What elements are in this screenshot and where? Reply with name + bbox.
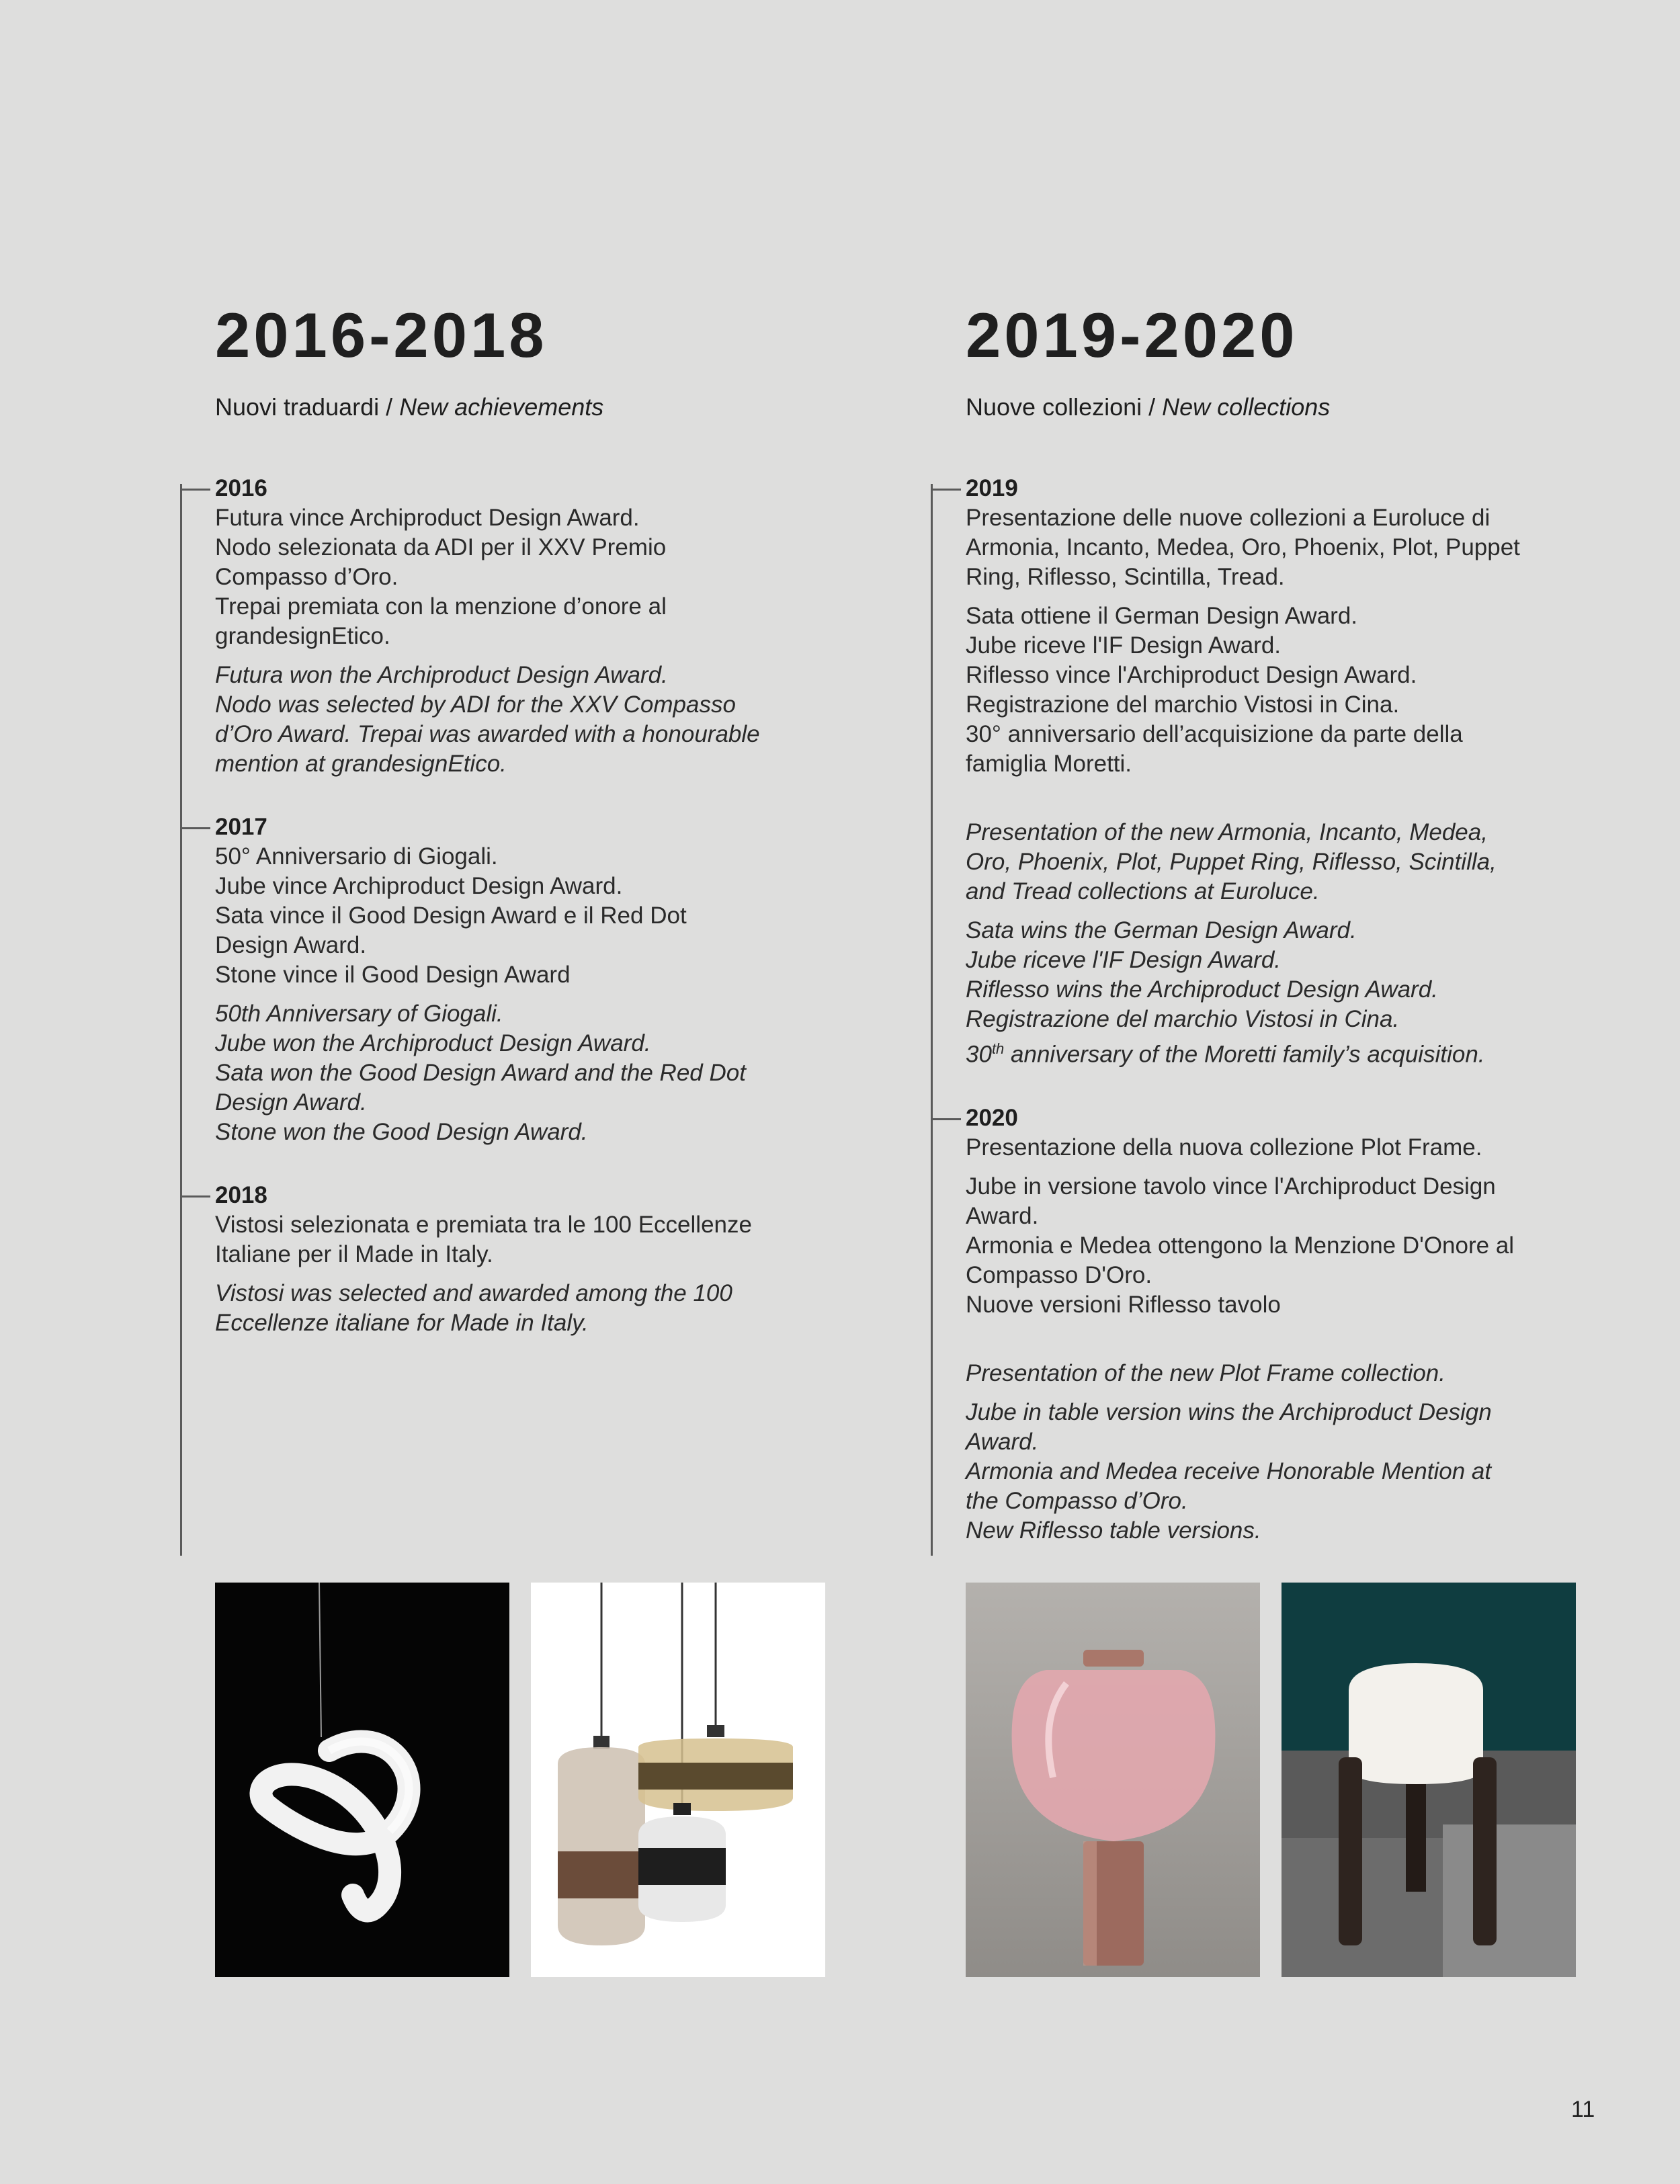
subtitle-italian: Nuove collezioni / (966, 393, 1163, 421)
entry-text-english-1: Presentation of the new Plot Frame collection. (966, 1359, 1445, 1386)
photo-pendant-lamps (531, 1583, 825, 1977)
entry-year: 2018 (215, 1181, 900, 1210)
entry-text-italian: 50° Anniversario di Giogali. Jube vince Archiproduct Design Award. Sata vince il Good Design Award e il Red Dot Design Award. Stone vince il Good Design Award (215, 843, 687, 988)
timeline-entry-2020 (966, 1103, 1651, 1546)
timeline-entry-2017 (215, 812, 900, 1147)
timeline-line-right (931, 484, 933, 1556)
entry-year: 2016 (215, 474, 900, 503)
entry-text-italian-1: Presentazione della nuova collezione Plot Frame. (966, 1134, 1482, 1161)
entry-text-italian: Futura vince Archiproduct Design Award. Nodo selezionata da ADI per il XXV Premio Compasso d’Oro. Trepai premiata con la menzione d’onore al grandesignEtico. (215, 505, 667, 649)
entry-text-english-1: Presentation of the new Armonia, Incanto, Medea, Oro, Phoenix, Plot, Puppet Ring, Riflesso, Scintilla, and Tread collections at Euroluce. (966, 819, 1497, 905)
entry-text-italian-1: Presentazione delle nuove collezioni a Euroluce di Armonia, Incanto, Medea, Oro, Phoenix, Plot, Puppet Ring, Riflesso, Scintilla, Tread. (966, 505, 1520, 590)
entry-text-english: 50th Anniversary of Giogali. Jube won the Archiproduct Design Award. Sata won the Good Design Award and the Red Dot Design Award. Stone won the Good Design Award. (215, 1001, 746, 1145)
page-number: 11 (1571, 2097, 1595, 2122)
timeline-tick (180, 827, 210, 829)
entry-year: 2017 (215, 812, 900, 842)
timeline-right (966, 474, 1651, 1546)
entry-text-english-2: Sata wins the German Design Award. Jube riceve l'IF Design Award. Riflesso wins the Archiproduct Design Award. Registrazione del marchio Vistosi in Cina. (966, 917, 1438, 1032)
timeline-tick (931, 1118, 961, 1120)
timeline-tick (931, 489, 961, 491)
photo-riflesso-table-lamp (966, 1583, 1260, 1977)
timeline-line-left (180, 484, 182, 1556)
subtitle-italian: Nuovi traduardi / (215, 393, 400, 421)
entry-text-english: Vistosi was selected and awarded among the 100 Eccellenze italiane for Made in Italy. (215, 1280, 732, 1336)
timeline-tick (180, 489, 210, 491)
section-subtitle-right (966, 393, 1330, 421)
photo-futura-lamp (215, 1583, 509, 1977)
entry-text-english-2: Jube in table version wins the Archiproduct Design Award. Armonia and Medea receive Honorable Mention at the Compasso d’Oro. New Riflesso table versions. (966, 1398, 1492, 1544)
timeline-entry-2016 (215, 474, 900, 779)
section-title-2019-2020: 2019-2020 (966, 300, 1298, 370)
entry-text-italian-2: Jube in versione tavolo vince l'Archiproduct Design Award. Armonia e Medea ottengono la Menzione D'Onore al Compasso D'Oro. Nuove versioni Riflesso tavolo (966, 1173, 1515, 1318)
entry-text-english: Futura won the Archiproduct Design Award. Nodo was selected by ADI for the XXV Compasso d’Oro Award. Trepai was awarded with a honourable mention at grandesignEtico. (215, 662, 760, 777)
timeline-left (215, 474, 900, 1338)
timeline-tick (180, 1195, 210, 1198)
entry-text-english-3: 30th anniversary of the Moretti family’s acquisition. (966, 1040, 1485, 1068)
section-subtitle-left (215, 393, 603, 421)
subtitle-english: New collections (1162, 393, 1331, 421)
timeline-entry-2018 (215, 1181, 900, 1338)
photo-jube-table-lamp (1282, 1583, 1576, 1977)
entry-year: 2019 (966, 474, 1651, 503)
timeline-entry-2019 (966, 474, 1651, 1070)
subtitle-english: New achievements (399, 393, 604, 421)
section-title-2016-2018: 2016-2018 (215, 300, 548, 370)
entry-text-italian-2: Sata ottiene il German Design Award. Jube riceve l'IF Design Award. Riflesso vince l'Archiproduct Design Award. Registrazione del marchio Vistosi in Cina. 30° anniversario dell’acquisizione da parte della famiglia Moretti. (966, 603, 1463, 777)
entry-year: 2020 (966, 1103, 1651, 1133)
entry-text-italian: Vistosi selezionata e premiata tra le 100 Eccellenze Italiane per il Made in Italy. (215, 1212, 752, 1267)
